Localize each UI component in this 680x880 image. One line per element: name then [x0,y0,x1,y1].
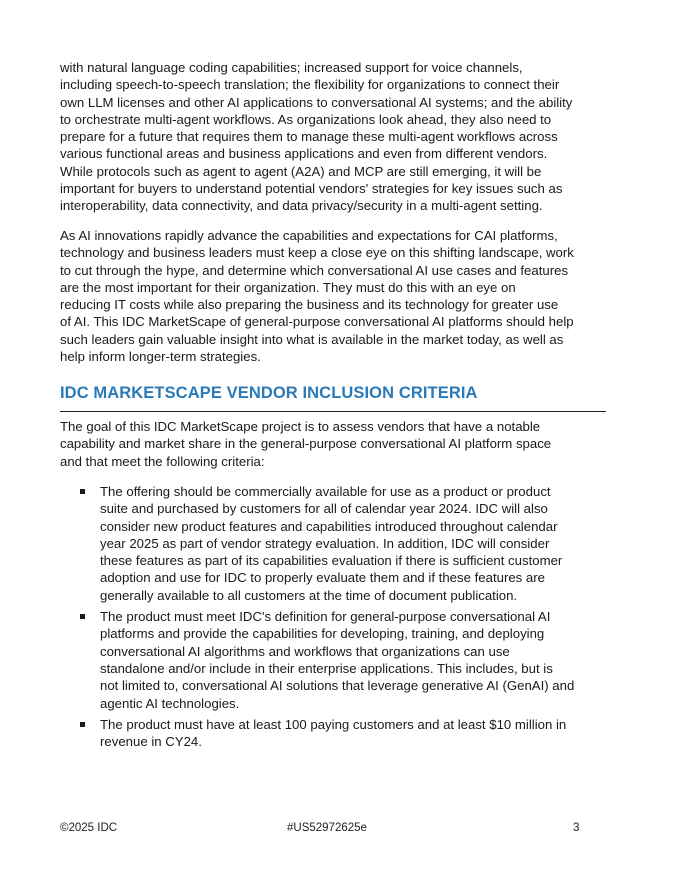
text-line: to orchestrate multi-agent workflows. As organizations look ahead, they also need to [60,111,552,127]
criteria-list [60,483,620,754]
text-line: consider new product features and capabilities introduced throughout calendar [100,518,558,534]
text-line: are the most important for their organization. They must do this with an eye on [60,279,516,295]
text-line: prepare for a future that requires them to manage these multi-agent workflows across [60,129,558,145]
criteria-item [60,608,620,712]
text-line: including speech-to-speech translation; the flexibility for organizations to connect their [60,77,560,93]
bullet-square-icon [80,614,85,619]
text-line: The offering should be commercially available for use as a product or product [100,484,551,499]
footer-page-number: 3 [573,822,580,834]
text-line: with natural language coding capabilities; increased support for voice channels, [60,60,523,75]
text-line: While protocols such as agent to agent (A2A) and MCP are still emerging, it will be [60,163,542,179]
text-line: interoperability, data connectivity, and data privacy/security in a multi-agent setting. [60,198,543,214]
text-line: such leaders gain valuable insight into what is available in the market today, as well as [60,331,564,347]
text-line: own LLM licenses and other AI applications to conversational AI systems; and the ability [60,94,573,110]
text-line: year 2025 as part of vendor strategy evaluation. In addition, IDC will consider [100,535,550,551]
text-line: these features as part of its capabilities evaluation if there is sufficient customer [100,553,563,569]
criteria-item [60,483,620,604]
text-line: not limited to, conversational AI solutions that leverage generative AI (GenAI) and [100,678,575,694]
bullet-square-icon [80,489,85,494]
footer-copyright: ©2025 IDC [60,822,118,834]
text-line: suite and purchased by customers for all of calendar year 2024. IDC will also [100,501,548,517]
text-line: As AI innovations rapidly advance the capabilities and expectations for CAI platforms, [60,228,558,243]
text-line: The product must meet IDC's definition for general-purpose conversational AI [100,609,551,625]
criteria-item [60,716,620,751]
text-line: capability and market share in the general-purpose conversational AI platform space [60,436,552,452]
text-line: platforms and provide the capabilities for developing, training, and deploying [100,626,545,642]
text-line: generally available to all customers at the time of document publication. [100,587,518,603]
text-line: technology and business leaders must keep a close eye on this shifting landscape, work [60,245,574,261]
paragraph-ai-innovations [60,227,620,365]
text-line: various functional areas and business applications and even from different vendors. [60,146,548,162]
text-line: important for buyers to understand potential vendors' strategies for key issues such as [60,181,563,197]
text-line: to cut through the hype, and determine which conversational AI use cases and features [60,262,569,278]
text-line: revenue in CY24. [100,734,202,750]
text-line: The goal of this IDC MarketScape project is to assess vendors that have a notable [60,419,541,434]
paragraph-multi-agent [60,59,620,215]
text-line: and that meet the following criteria: [60,453,265,469]
section-heading: IDC MARKETSCAPE VENDOR INCLUSION CRITERIA [60,384,478,402]
text-line: agentic AI technologies. [100,695,240,711]
text-line: The product must have at least 100 paying customers and at least $10 million in [100,716,567,732]
footer-doc-id: #US52972625e [287,822,367,834]
text-line: of AI. This IDC MarketScape of general-purpose conversational AI platforms should help [60,314,574,330]
text-line: reducing IT costs while also preparing the business and its technology for greater use [60,297,559,313]
paragraph-goal [60,418,620,470]
text-line: help inform longer-term strategies. [60,349,261,365]
text-line: conversational AI algorithms and workflows that organizations can use [100,643,510,659]
text-line: standalone and/or include in their enterprise applications. This includes, but is [100,660,553,676]
bullet-square-icon [80,722,85,727]
text-line: adoption and use for IDC to properly evaluate them and if these features are [100,570,545,586]
heading-divider [60,411,606,412]
